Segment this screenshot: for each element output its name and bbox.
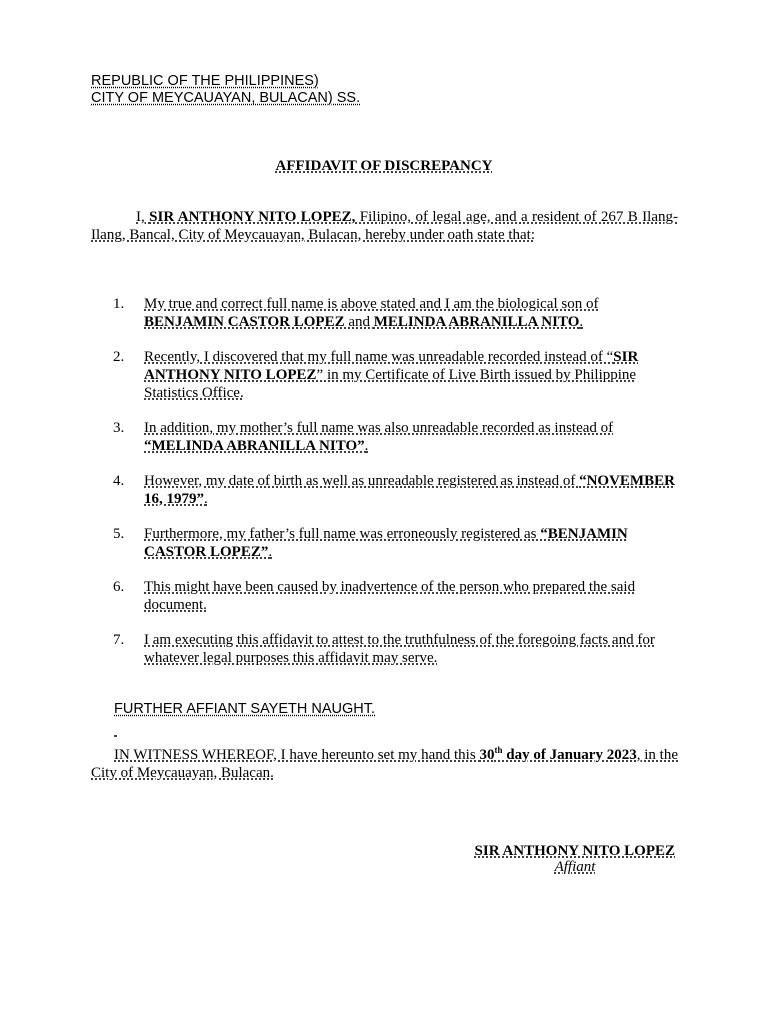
birth-date-bold: “NOVEMBER 16, 1979” [144, 473, 675, 507]
list-item [91, 525, 681, 561]
intro-text: Filipino, of legal age, and a resident of 267 B Ilang-Ilang, Bancal, City of Meycauayan, Bulacan, hereby under oath state that: [91, 209, 678, 243]
list-item-text [144, 526, 628, 560]
item-text-part: ” in my Certificate of Live Birth issued by Philippine Statistics Office. [144, 367, 637, 401]
intro-prefix: I, [136, 209, 150, 225]
list-item-number: 6. [113, 579, 125, 595]
signature-role [405, 858, 675, 876]
father-name: BENJAMIN CASTOR LOPEZ [144, 314, 345, 330]
list-item-number: 1. [113, 296, 125, 312]
list-item [91, 631, 681, 667]
item-text-part: However, my date of birth as well as unreadable registered as instead of [144, 473, 580, 489]
list-item-number: 4. [113, 473, 125, 489]
mother-name-bold: “MELINDA ABRANILLA NITO” [144, 438, 365, 454]
item-text-part: . [268, 544, 273, 560]
affiant-name-inline: SIR ANTHONY NITO LOPEZ, [149, 209, 356, 225]
venue-line-1: REPUBLIC OF THE PHILIPPINES) [91, 73, 319, 89]
list-item-text: I am executing this affidavit to attest to the truthfulness of the foregoing facts and for whatever legal purposes this affidavit may serve. [144, 632, 655, 666]
document-title-text: AFFIDAVIT OF DISCREPANCY [275, 158, 493, 174]
item-text-part: . [364, 438, 369, 454]
list-item-number: 3. [113, 420, 125, 436]
list-item-number: 5. [113, 526, 125, 542]
further-affiant-clause: FURTHER AFFIANT SAYETH NAUGHT. [114, 701, 376, 717]
day-number: 30 [479, 747, 495, 763]
document-title [0, 157, 768, 175]
witness-text: IN WITNESS WHEREOF, I have hereunto set my hand this [114, 747, 480, 763]
intro-paragraph [91, 208, 678, 244]
signature-name-text: SIR ANTHONY NITO LOPEZ [474, 843, 675, 859]
venue-header [91, 73, 360, 107]
list-item-text [144, 420, 613, 454]
list-item-text [144, 473, 675, 507]
item-text-part: Furthermore, my father’s full name was erroneously registered as [144, 526, 541, 542]
list-item [91, 348, 681, 402]
item-text-part: and [344, 314, 374, 330]
affiant-name-bold: SIR ANTHONY NITO LOPEZ [144, 349, 639, 383]
list-item [91, 472, 681, 508]
list-item [91, 419, 681, 455]
father-name-bold: “BENJAMIN CASTOR LOPEZ” [144, 526, 628, 560]
witness-place: , in the City of Meycauayan, Bulacan. [91, 747, 678, 781]
list-item-number: 2. [113, 349, 125, 365]
item-text-part: In addition, my mother’s full name was also unreadable recorded as instead of [144, 420, 614, 436]
list-item-text [144, 296, 598, 330]
item-text-part: My true and correct full name is above stated and I am the biological son of [144, 296, 599, 312]
list-item-text: This might have been caused by inadvertence of the person who prepared the said document. [144, 579, 636, 613]
signature-role-text: Affiant [554, 859, 596, 875]
venue-line-2: CITY OF MEYCAUAYAN, BULACAN) SS. [91, 90, 361, 106]
list-item [91, 295, 681, 331]
witness-paragraph [91, 746, 678, 782]
blank-mark [114, 721, 120, 731]
day-of-month: day of January 2023 [502, 747, 637, 763]
mother-name: MELINDA ABRANILLA NITO [373, 314, 580, 330]
list-item-number: 7. [113, 632, 125, 648]
witness-day [479, 747, 636, 763]
item-text-part: . [204, 491, 208, 507]
item-text-part: . [579, 314, 584, 330]
statement-list [91, 295, 681, 667]
list-item-text [144, 349, 638, 401]
day-suffix: th [494, 745, 503, 755]
item-text-part: Recently, I discovered that my full name was unreadable recorded instead of “ [144, 349, 614, 365]
list-item [91, 578, 681, 614]
